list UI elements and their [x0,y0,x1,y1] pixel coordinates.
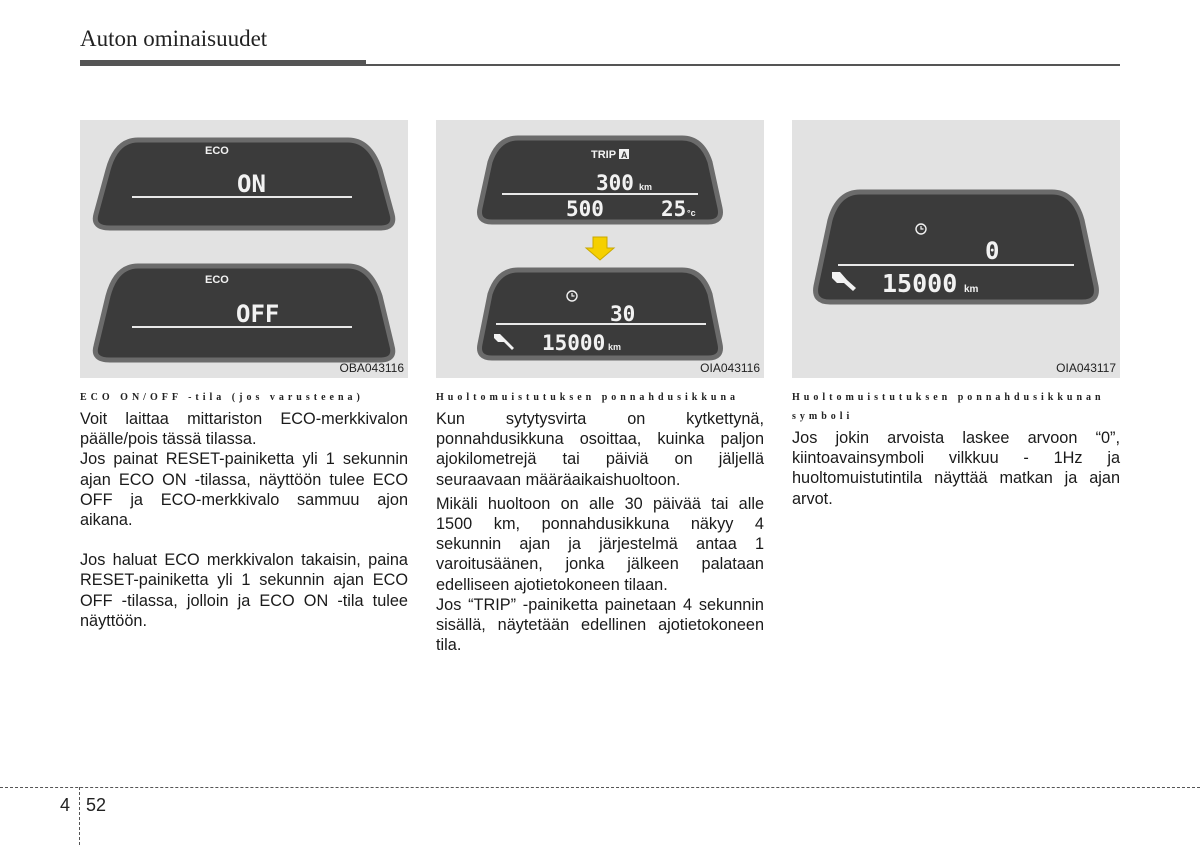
trip-label: TRIP [591,149,617,161]
trip-range: 500 [566,197,604,221]
figure-service-symbol [792,120,1120,378]
eco-off-label: ECO [205,274,229,286]
service-popup-illustration [436,120,764,378]
footer-dashed-divider [79,787,80,845]
service-symbol-illustration [792,120,1120,378]
symbol-distance-unit: km [964,284,979,295]
paragraph: Voit laittaa mittariston ECO-merkkivalon päälle/pois tässä tilassa. [80,410,408,449]
chapter-number: 4 [60,795,71,815]
page-number: 52 [86,795,107,815]
trip-distance-unit: km [639,182,653,192]
figure-eco-mode [80,120,408,378]
column-service-popup [436,388,764,655]
page-header-title: Auton ominaisuudet [80,26,268,51]
column-eco-mode [80,388,408,631]
figure-code: OBA043116 [339,361,404,375]
symbol-days: 0 [985,237,1000,265]
header-rule-thin [366,64,1120,66]
eco-displays-illustration [80,120,408,378]
figure-code: OIA043117 [1056,361,1116,375]
paragraph: Mikäli huoltoon on alle 30 päivää tai alle 1500 km, ponnahdusikkuna näkyy 4 sekunnin ajan ja järjestelmä antaa 1 varoitusäänen, jonka jälkeen palataan edelliseen ajotietokoneen tilaan. [436,494,764,594]
header-rule-thick [80,60,366,66]
trip-badge: A [621,150,628,160]
paragraph: Jos “TRIP” -painiketta painetaan 4 sekunnin sisällä, näytetään edellinen ajotietokoneen tila. [436,595,764,655]
symbol-distance: 15000 [882,269,958,298]
figure-service-popup [436,120,764,378]
section-heading: ECO ON/OFF -tila (jos varusteena) [80,392,364,403]
paragraph: Jos painat RESET-painiketta yli 1 sekunnin ajan ECO ON -tilassa, näyttöön tulee ECO OFF ja ECO-merkkivalo sammuu ajon aikana. [80,450,408,530]
trip-temperature: 25 [661,197,687,221]
section-heading: Huoltomuistutuksen ponnahdusikkuna [436,392,740,403]
paragraph: Jos haluat ECO merkkivalon takaisin, paina RESET-painiketta yli 1 sekunnin ajan ECO OFF -tilassa, jolloin ja ECO ON -tila tulee näyttöön. [80,551,408,630]
trip-temperature-unit: °c [687,208,696,218]
paragraph: Kun sytytysvirta on kytkettynä, ponnahdusikkuna osoittaa, kuinka paljon ajokilometrejä tai päiviä on jäljellä seuraavaan määräaikaishuoltoon. [436,410,764,489]
arrow-down-icon [586,237,614,260]
paragraph: Jos jokin arvoista laskee arvoon “0”, kiintoavainsymboli vilkkuu - 1Hz ja huoltomuistutintila näyttää matkan ja ajan arvot. [792,429,1120,508]
trip-distance: 300 [596,171,634,195]
service-days: 30 [610,302,636,326]
eco-off-value: OFF [236,300,280,328]
eco-on-value: ON [237,170,266,198]
column-service-symbol [792,388,1120,509]
eco-on-label: ECO [205,145,229,157]
figure-code: OIA043116 [700,361,760,375]
service-distance: 15000 [542,331,606,355]
footer-dashed-rule [0,787,1200,788]
section-heading: Huoltomuistutuksen ponnahdusikkunan symboli [792,392,1105,422]
service-distance-unit: km [608,342,622,352]
